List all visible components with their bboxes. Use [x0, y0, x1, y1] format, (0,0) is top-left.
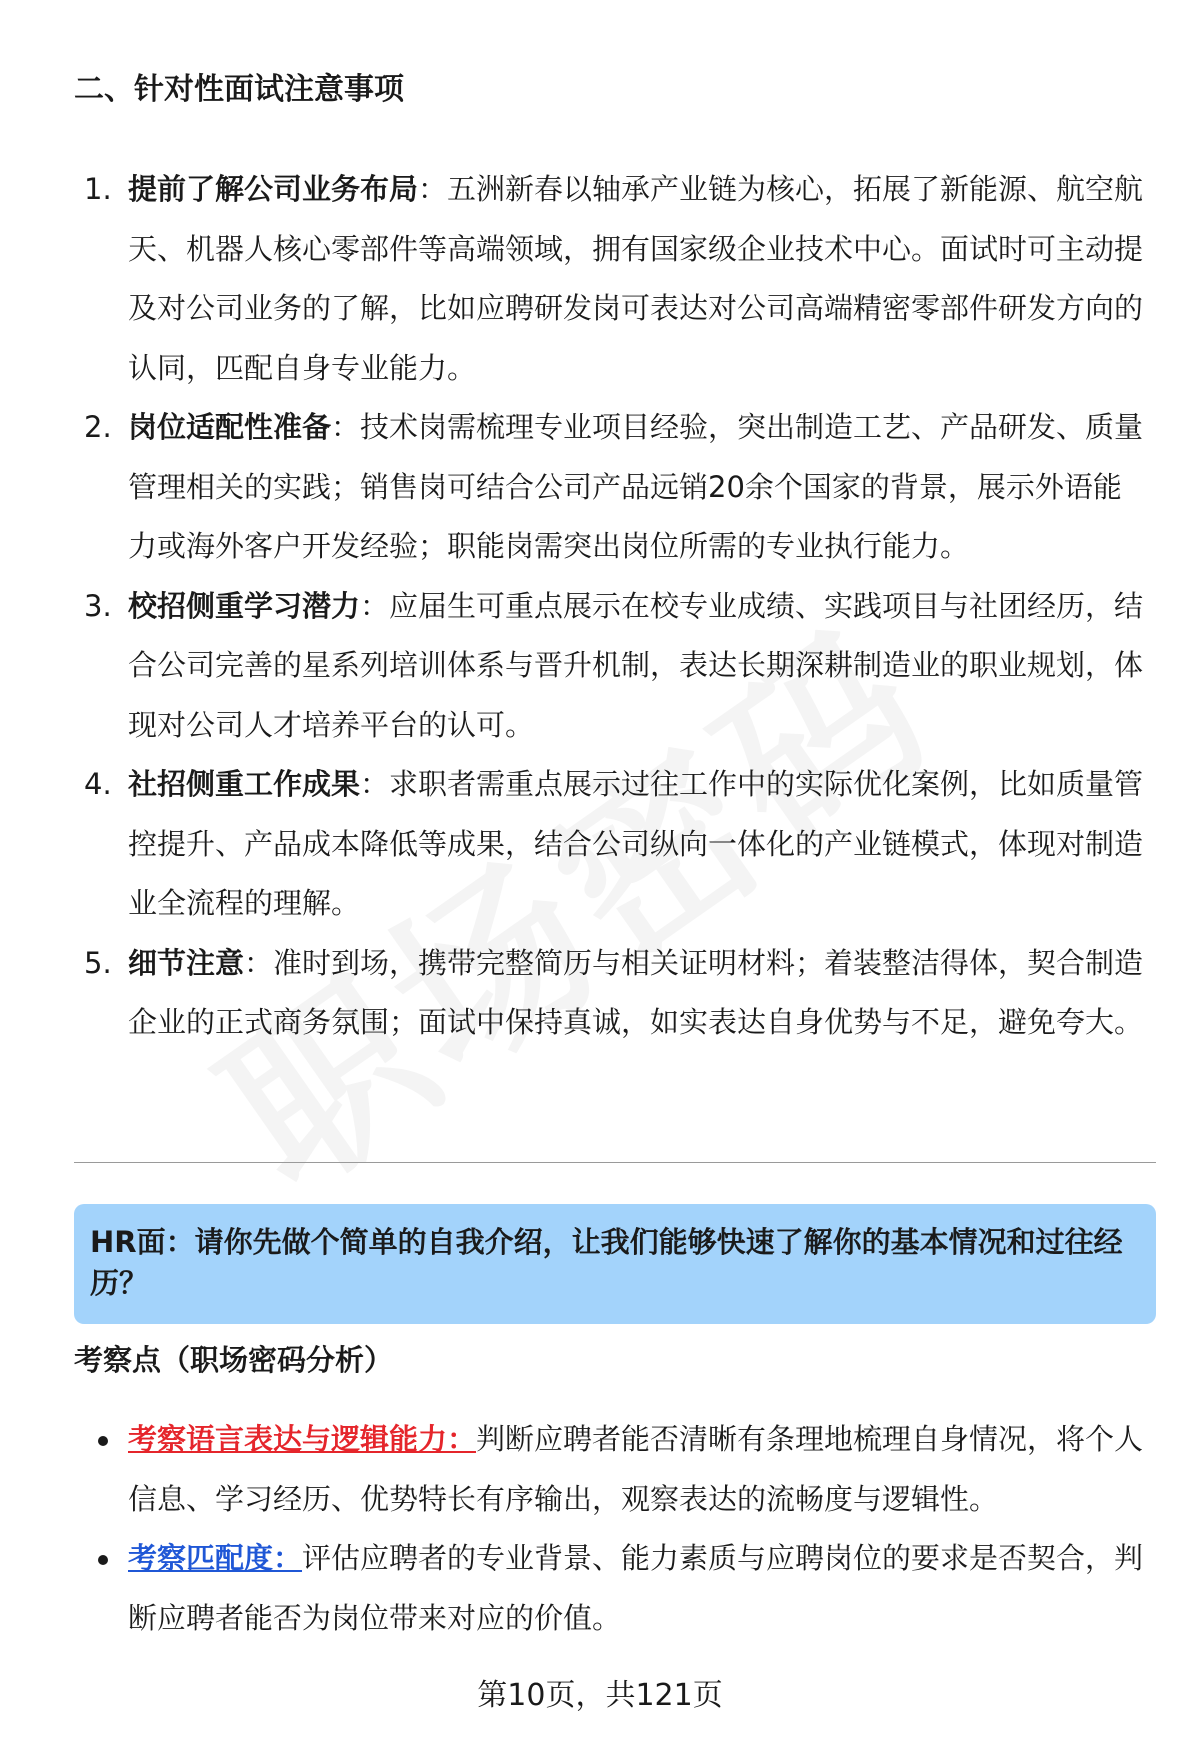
section-title: 二、针对性面试注意事项 [74, 72, 404, 107]
point-text: 判断应聘者能否清晰有条理地梳理自身情况，将个人信息、学习经历、优势特长有序输出，观察表达的流畅度与逻辑性。 [128, 1422, 1144, 1516]
item-heading: 细节注意 [128, 945, 245, 980]
question-box: HR面：请你先做个简单的自我介绍，让我们能够快速了解你的基本情况和过往经历？ [74, 1204, 1156, 1324]
bullet-icon [98, 1555, 108, 1565]
item-separator: ： [331, 410, 361, 444]
item-heading: 岗位适配性准备 [128, 410, 332, 444]
item-number: 5. [84, 945, 112, 980]
item-separator: ： [360, 767, 390, 801]
item-text: 技术岗需梳理专业项目经验，突出制造工艺、产品研发、质量管理相关的实践；销售岗可结合公司产品远销20余个国家的背景，展示外语能力或海外客户开发经验；职能岗需突出岗位所需的专业执行能力。 [128, 410, 1144, 563]
bullet-icon [98, 1436, 108, 1446]
item-heading: 提前了解公司业务布局 [128, 172, 419, 206]
page-number: 第10页，共121页 [477, 1678, 723, 1713]
list-item [74, 934, 1144, 1053]
list-item [74, 398, 1144, 577]
item-heading: 校招侧重学习潜力 [128, 588, 361, 623]
point-label: 考察语言表达与逻辑能力： [128, 1422, 477, 1456]
list-item [74, 1410, 1144, 1529]
item-heading: 社招侧重工作成果 [128, 767, 361, 801]
list-item [74, 577, 1144, 756]
item-separator: ： [360, 588, 390, 623]
item-number: 2. [84, 410, 112, 444]
analysis-title: 考察点（职场密码分析） [74, 1343, 394, 1377]
item-text: 求职者需重点展示过往工作中的实际优化案例，比如质量管控提升、产品成本降低等成果，结合公司纵向一体化的产业链模式，体现对制造业全流程的理解。 [128, 767, 1144, 920]
bullet-list [74, 1410, 1144, 1648]
list-item [74, 755, 1144, 934]
numbered-list [74, 160, 1144, 1053]
item-number: 1. [84, 172, 112, 206]
item-separator: ： [244, 945, 274, 980]
point-label: 考察匹配度： [128, 1541, 303, 1575]
divider [74, 1162, 1156, 1163]
item-number: 3. [84, 588, 112, 623]
item-text: 应届生可重点展示在校专业成绩、实践项目与社团经历，结合公司完善的星系列培训体系与晋升机制，表达长期深耕制造业的职业规划，体现对公司人才培养平台的认可。 [128, 588, 1144, 742]
list-item [74, 160, 1144, 398]
point-text: 评估应聘者的专业背景、能力素质与应聘岗位的要求是否契合，判断应聘者能否为岗位带来对应的价值。 [128, 1541, 1144, 1635]
list-item [74, 1529, 1144, 1648]
item-text: 五洲新春以轴承产业链为核心，拓展了新能源、航空航天、机器人核心零部件等高端领域，拥有国家级企业技术中心。面试时可主动提及对公司业务的了解，比如应聘研发岗可表达对公司高端精密零部件研发方向的认同，匹配自身专业能力。 [128, 172, 1144, 385]
item-separator: ： [418, 172, 448, 206]
item-text: 准时到场，携带完整简历与相关证明材料；着装整洁得体，契合制造企业的正式商务氛围；面试中保持真诚，如实表达自身优势与不足，避免夸大。 [128, 945, 1144, 1039]
item-number: 4. [84, 767, 112, 801]
